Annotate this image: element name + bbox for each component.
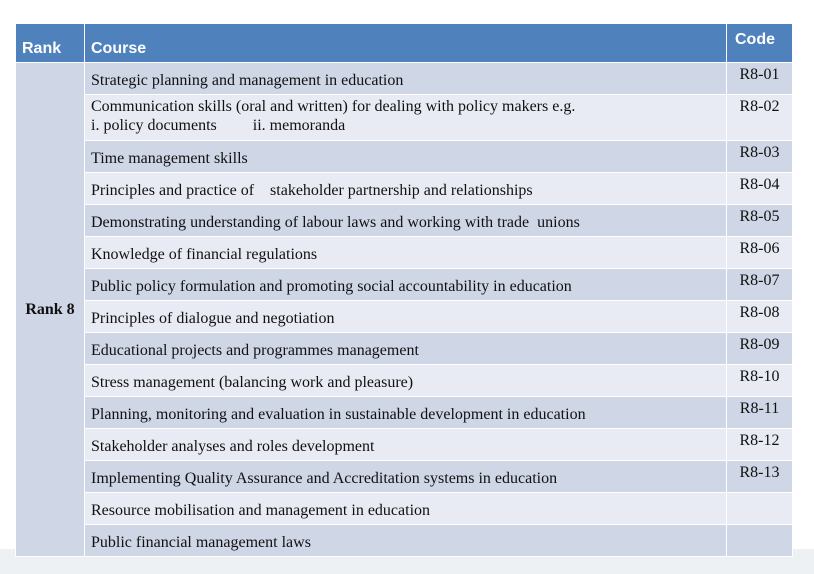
course-code: [727, 525, 793, 557]
course-code: R8-02: [727, 95, 793, 141]
course-name: Stress management (balancing work and pleasure): [91, 374, 414, 391]
table-row: [16, 95, 793, 141]
course-name: Implementing Quality Assurance and Accreditation systems in education: [91, 470, 558, 487]
course-code: R8-08: [727, 301, 793, 333]
course-code: R8-05: [727, 205, 793, 237]
course-code: R8-12: [727, 429, 793, 461]
header-code: Code: [727, 24, 793, 63]
course-cell: [85, 397, 727, 429]
course-name: Public policy formulation and promoting social accountability in education: [91, 278, 572, 295]
course-cell: [85, 237, 727, 269]
table-header-row: [16, 24, 793, 63]
course-code: [727, 493, 793, 525]
table-row: [16, 397, 793, 429]
course-cell: [85, 63, 727, 95]
table-row: [16, 301, 793, 333]
course-sub-item: i. policy documents: [91, 117, 217, 134]
rank-cell: Rank 8: [16, 63, 85, 557]
course-name: Stakeholder analyses and roles development: [91, 438, 375, 455]
table-row: [16, 333, 793, 365]
course-cell: [85, 141, 727, 173]
course-cell: [85, 461, 727, 493]
course-name: Educational projects and programmes management: [91, 342, 419, 359]
table-row: [16, 141, 793, 173]
course-cell: [85, 173, 727, 205]
course-code: R8-07: [727, 269, 793, 301]
table-row: [16, 461, 793, 493]
course-code: R8-13: [727, 461, 793, 493]
course-cell: [85, 205, 727, 237]
course-name: Principles of dialogue and negotiation: [91, 310, 335, 327]
course-code: R8-09: [727, 333, 793, 365]
course-cell: [85, 333, 727, 365]
course-cell: [85, 525, 727, 557]
course-name: Planning, monitoring and evaluation in sustainable development in education: [91, 406, 586, 423]
table-row: [16, 269, 793, 301]
table-row: [16, 525, 793, 557]
course-name: Knowledge of financial regulations: [91, 246, 318, 263]
course-name: Principles and practice of stakeholder partnership and relationships: [91, 182, 533, 199]
course-cell: [85, 301, 727, 333]
table-row: [16, 237, 793, 269]
table-row: [16, 63, 793, 95]
course-name: Time management skills: [91, 150, 248, 167]
header-rank: Rank: [16, 24, 85, 63]
table-row: [16, 493, 793, 525]
header-course: Course: [85, 24, 727, 63]
course-code: R8-03: [727, 141, 793, 173]
course-code: R8-10: [727, 365, 793, 397]
course-table: [15, 23, 793, 557]
course-code: R8-11: [727, 397, 793, 429]
table-row: [16, 429, 793, 461]
course-name: Public financial management laws: [91, 534, 311, 551]
course-name: Communication skills (oral and written) for dealing with policy makers e.g.: [91, 98, 576, 115]
course-cell: [85, 365, 727, 397]
course-name: Resource mobilisation and management in education: [91, 502, 431, 519]
course-cell: [85, 493, 727, 525]
course-cell: [85, 95, 727, 141]
table-row: [16, 173, 793, 205]
course-name: Strategic planning and management in education: [91, 72, 404, 89]
course-cell: [85, 269, 727, 301]
course-cell: [85, 429, 727, 461]
course-sub-item: ii. memoranda: [252, 117, 346, 134]
course-code: R8-04: [727, 173, 793, 205]
course-sub-items: [91, 116, 720, 135]
table-row: [16, 365, 793, 397]
course-name: Demonstrating understanding of labour laws and working with trade unions: [91, 214, 580, 231]
table-row: [16, 205, 793, 237]
course-code: R8-01: [727, 63, 793, 95]
table-body: [16, 63, 793, 557]
course-code: R8-06: [727, 237, 793, 269]
